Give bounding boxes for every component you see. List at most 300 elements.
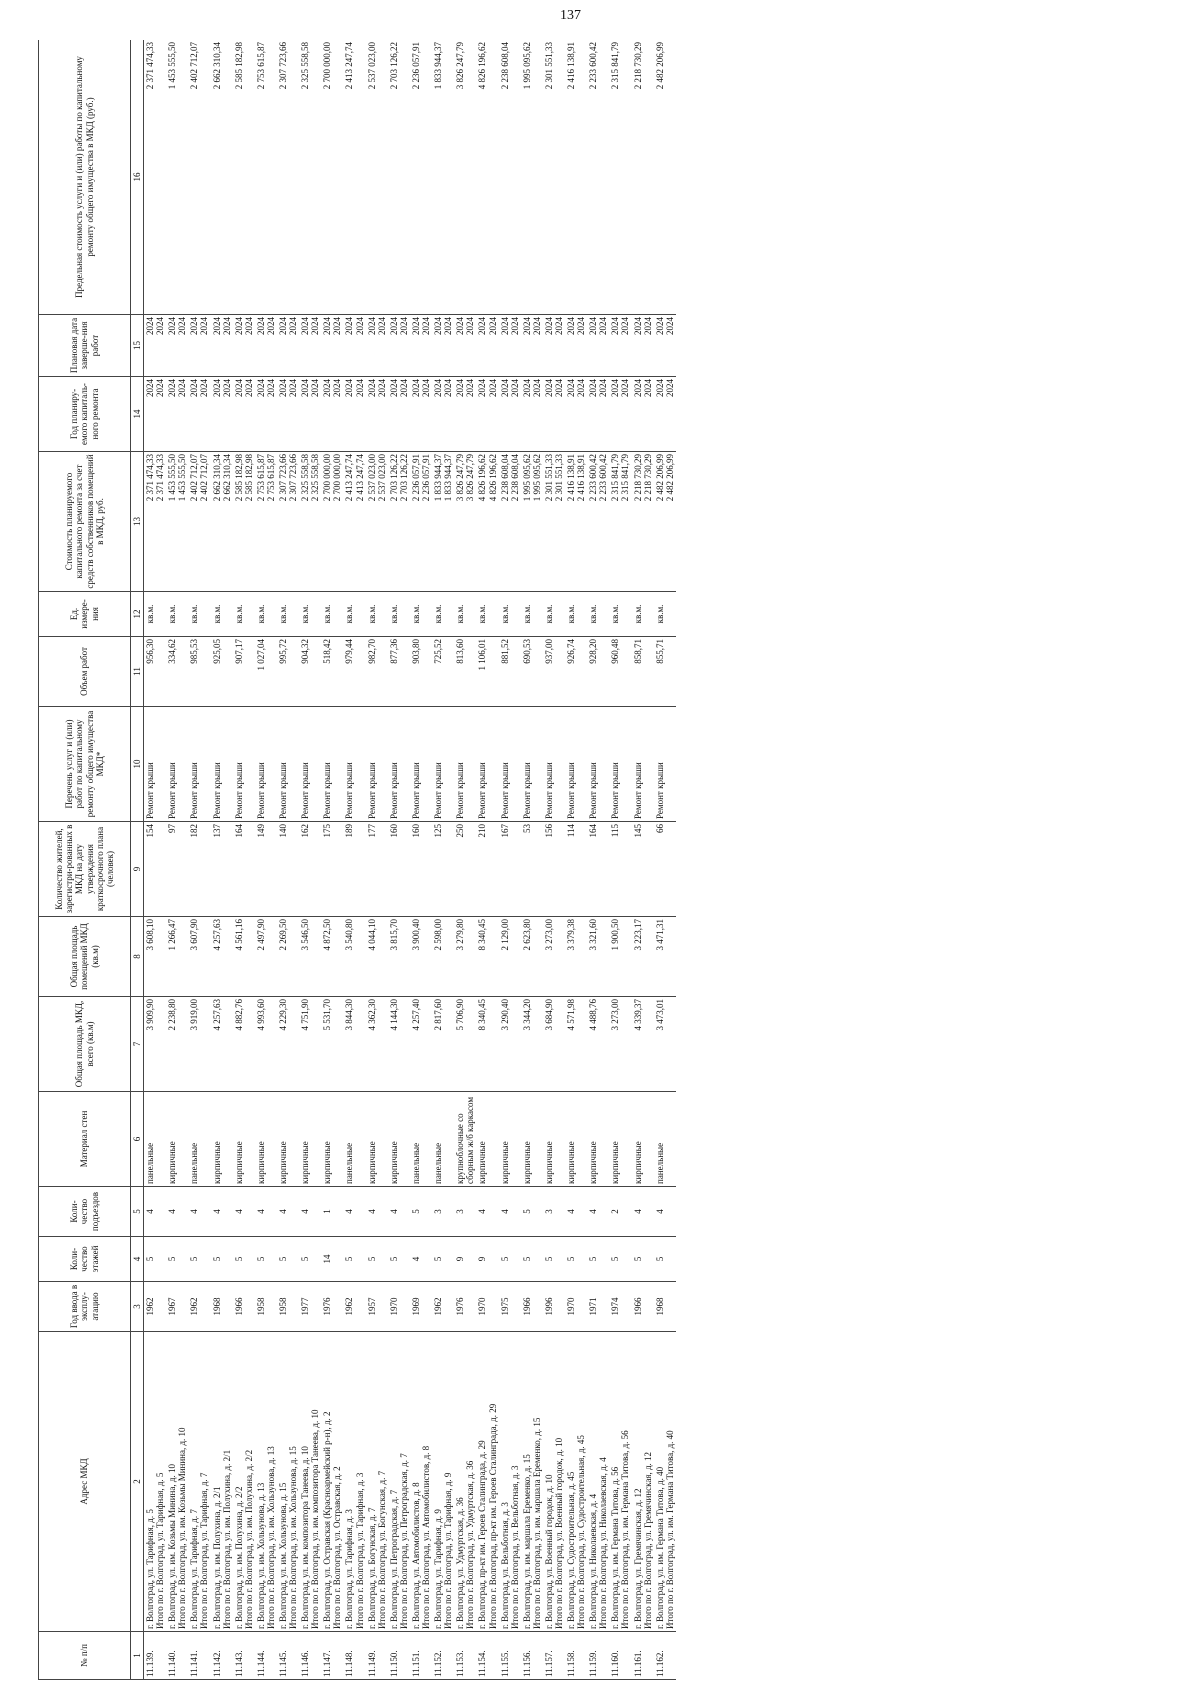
column-number: 9	[131, 822, 144, 917]
completion-date: 2024	[588, 317, 599, 335]
unit: кв.м.	[454, 592, 476, 637]
completion-date-cell	[476, 315, 498, 377]
year-built: 1996	[543, 1282, 565, 1332]
cost: 2 301 551,33	[543, 454, 554, 502]
column-number: 16	[131, 40, 144, 315]
residents: 164	[587, 822, 609, 917]
repair-year: 2024	[588, 379, 599, 397]
row-number: 11.160.	[609, 1632, 631, 1680]
floors: 5	[499, 1237, 521, 1282]
year-built: 1970	[565, 1282, 587, 1332]
address-total: Итого по г. Волгоград, пр-кт им. Героев Сталинграда, д. 29	[487, 1403, 498, 1629]
cost: 2 238 608,04	[499, 454, 510, 502]
header-cell: Объем работ	[39, 637, 131, 707]
completion-date-cell	[388, 315, 410, 377]
residents: 182	[188, 822, 210, 917]
address: г. Волгоград, ул. им. Козьмы Минина, д. 10	[167, 1464, 178, 1629]
limit-cost: 2 233 600,42	[587, 40, 609, 315]
column-number: 5	[131, 1187, 144, 1237]
address-total: Итого по г. Волгоград, ул. им. Козьмы Минина, д. 10	[177, 1427, 188, 1629]
floors: 9	[454, 1237, 476, 1282]
entrances: 4	[388, 1187, 410, 1237]
residents: 250	[454, 822, 476, 917]
floors: 4	[410, 1237, 432, 1282]
cost-total: 2 537 023,00	[376, 454, 387, 502]
limit-cost: 2 325 558,58	[299, 40, 321, 315]
cost: 2 371 474,33	[145, 454, 156, 502]
wall-material: кирпичные	[166, 1092, 188, 1187]
work-type: Ремонт крыши	[565, 707, 587, 822]
residents: 167	[499, 822, 521, 917]
total-area: 4 362,30	[366, 997, 388, 1092]
work-type: Ремонт крыши	[388, 707, 410, 822]
entrances: 4	[632, 1187, 654, 1237]
residents: 114	[565, 822, 587, 917]
repair-year: 2024	[477, 379, 488, 397]
column-number: 2	[131, 1332, 144, 1632]
completion-date-total: 2024	[310, 317, 321, 335]
residents: 125	[432, 822, 454, 917]
entrances: 4	[476, 1187, 498, 1237]
entrances: 4	[233, 1187, 255, 1237]
row-number: 11.143.	[233, 1632, 255, 1680]
address: г. Волгоград, ул. им. Хользунова, д. 13	[255, 1482, 266, 1629]
work-volume: 926,74	[565, 637, 587, 707]
wall-material: панельные	[410, 1092, 432, 1187]
year-built: 1977	[299, 1282, 321, 1332]
cost-cell	[166, 452, 188, 592]
cost: 2 537 023,00	[366, 454, 377, 502]
repair-year-total: 2024	[177, 379, 188, 397]
column-number: 15	[131, 315, 144, 377]
row-number: 11.152.	[432, 1632, 454, 1680]
address-total: Итого по г. Волгоград, ул. им. Хользунова, д. 15	[288, 1446, 299, 1629]
completion-date-total: 2024	[265, 317, 276, 335]
column-number: 8	[131, 917, 144, 997]
cost-cell	[432, 452, 454, 592]
limit-cost: 2 482 206,99	[654, 40, 676, 315]
table-row	[609, 40, 631, 1680]
total-area: 4 751,90	[299, 997, 321, 1092]
wall-material: кирпичные	[321, 1092, 343, 1187]
premises-area: 3 471,31	[654, 917, 676, 997]
limit-cost: 1 833 944,37	[432, 40, 454, 315]
residents: 53	[521, 822, 543, 917]
repair-year-cell	[166, 377, 188, 452]
floors: 5	[587, 1237, 609, 1282]
wall-material: кирпичные	[499, 1092, 521, 1187]
table-row	[166, 40, 188, 1680]
limit-cost: 2 700 000,00	[321, 40, 343, 315]
address-cell	[343, 1332, 365, 1632]
repair-year: 2024	[278, 379, 289, 397]
completion-date: 2024	[388, 317, 399, 335]
completion-date-total: 2024	[288, 317, 299, 335]
address: г. Волгоград, ул. Петроградская, д. 7	[388, 1489, 399, 1629]
cost-total: 2 700 000,00	[332, 454, 343, 502]
table-row	[144, 40, 167, 1680]
repair-year-total: 2024	[221, 379, 232, 397]
table-row	[476, 40, 498, 1680]
wall-material: кирпичные	[543, 1092, 565, 1187]
completion-date: 2024	[521, 317, 532, 335]
table-header	[39, 40, 144, 1680]
address-cell	[211, 1332, 233, 1632]
unit: кв.м.	[410, 592, 432, 637]
completion-date-cell	[432, 315, 454, 377]
unit: кв.м.	[587, 592, 609, 637]
year-built: 1968	[654, 1282, 676, 1332]
repair-year-total: 2024	[487, 379, 498, 397]
floors: 5	[277, 1237, 299, 1282]
address-total: Итого по г. Волгоград, ул. Николаевская, д. 4	[598, 1457, 609, 1629]
residents: 162	[299, 822, 321, 917]
completion-date: 2024	[300, 317, 311, 335]
completion-date: 2024	[455, 317, 466, 335]
unit: кв.м.	[144, 592, 167, 637]
residents: 140	[277, 822, 299, 917]
column-number: 6	[131, 1092, 144, 1187]
row-number: 11.155.	[499, 1632, 521, 1680]
unit: кв.м.	[277, 592, 299, 637]
cost: 2 482 206,99	[654, 454, 665, 502]
total-area: 8 340,45	[476, 997, 498, 1092]
row-number: 11.158.	[565, 1632, 587, 1680]
repair-year-cell	[410, 377, 432, 452]
year-built: 1967	[166, 1282, 188, 1332]
table-row	[432, 40, 454, 1680]
completion-date: 2024	[610, 317, 621, 335]
wall-material: кирпичные	[476, 1092, 498, 1187]
cost-cell	[499, 452, 521, 592]
completion-date-total: 2024	[465, 317, 476, 335]
residents: 156	[543, 822, 565, 917]
unit: кв.м.	[233, 592, 255, 637]
header-cell: Стоимость планируемого капитального ремонта за счет средств собственников помещений в МКД, руб.	[39, 452, 131, 592]
total-area: 3 684,90	[543, 997, 565, 1092]
total-area: 4 144,30	[388, 997, 410, 1092]
total-area: 4 571,98	[565, 997, 587, 1092]
completion-date-total: 2024	[487, 317, 498, 335]
address-cell	[609, 1332, 631, 1632]
table-row	[499, 40, 521, 1680]
address: г. Волгоград, ул. им. Германа Титова, д. 40	[654, 1466, 665, 1629]
cost: 2 325 558,58	[300, 454, 311, 502]
cost: 2 218 730,29	[632, 454, 643, 502]
residents: 160	[410, 822, 432, 917]
cost-total: 3 826 247,79	[465, 454, 476, 502]
unit: кв.м.	[499, 592, 521, 637]
work-volume: 907,17	[233, 637, 255, 707]
premises-area: 4 872,50	[321, 917, 343, 997]
work-volume: 334,62	[166, 637, 188, 707]
work-volume: 877,36	[388, 637, 410, 707]
wall-material: кирпичные	[233, 1092, 255, 1187]
cost-cell	[654, 452, 676, 592]
cost-total: 4 826 196,62	[487, 454, 498, 502]
cost: 2 662 310,34	[211, 454, 222, 502]
wall-material: кирпичные	[366, 1092, 388, 1187]
address: г. Волгоград, ул. Николаевская, д. 4	[588, 1493, 599, 1629]
floors: 5	[188, 1237, 210, 1282]
repair-year-total: 2024	[376, 379, 387, 397]
year-built: 1970	[476, 1282, 498, 1332]
entrances: 4	[299, 1187, 321, 1237]
repair-year-cell	[211, 377, 233, 452]
limit-cost: 2 416 138,91	[565, 40, 587, 315]
completion-date-cell	[233, 315, 255, 377]
limit-cost: 1 995 095,62	[521, 40, 543, 315]
total-area: 3 473,01	[654, 997, 676, 1092]
total-area: 2 817,60	[432, 997, 454, 1092]
completion-date: 2024	[278, 317, 289, 335]
completion-date: 2024	[322, 317, 333, 335]
completion-date-total: 2024	[376, 317, 387, 335]
address-total: Итого по г. Волгоград, ул. им. Полухина, д. 2/1	[221, 1449, 232, 1629]
address: г. Волгоград, ул. Удмуртская, д. 36	[455, 1497, 466, 1629]
work-type: Ремонт крыши	[632, 707, 654, 822]
repair-year: 2024	[388, 379, 399, 397]
cost: 2 416 138,91	[566, 454, 577, 502]
cost-cell	[454, 452, 476, 592]
repair-year-cell	[565, 377, 587, 452]
work-type: Ремонт крыши	[366, 707, 388, 822]
completion-date-total: 2024	[243, 317, 254, 335]
work-type: Ремонт крыши	[654, 707, 676, 822]
completion-date: 2024	[543, 317, 554, 335]
address-total: Итого по г. Волгоград, ул. Остравская, д. 2	[332, 1466, 343, 1629]
wall-material: кирпичные	[565, 1092, 587, 1187]
completion-date-cell	[521, 315, 543, 377]
entrances: 3	[432, 1187, 454, 1237]
premises-area: 2 129,00	[499, 917, 521, 997]
repair-year: 2024	[610, 379, 621, 397]
repair-year: 2024	[233, 379, 244, 397]
completion-date-total: 2024	[199, 317, 210, 335]
work-volume: 956,30	[144, 637, 167, 707]
header-cell: Предельная стоимость услуги и (или) работы по капитальному ремонту общего имущества в МКД (руб.)	[39, 40, 131, 315]
repair-year: 2024	[300, 379, 311, 397]
completion-date-cell	[454, 315, 476, 377]
cost-total: 2 416 138,91	[576, 454, 587, 502]
residents: 175	[321, 822, 343, 917]
work-type: Ремонт крыши	[476, 707, 498, 822]
completion-date-cell	[632, 315, 654, 377]
completion-date-cell	[343, 315, 365, 377]
repair-year-cell	[499, 377, 521, 452]
year-built: 1970	[388, 1282, 410, 1332]
floors: 5	[654, 1237, 676, 1282]
entrances: 3	[543, 1187, 565, 1237]
floors: 5	[609, 1237, 631, 1282]
address-cell	[410, 1332, 432, 1632]
residents: 66	[654, 822, 676, 917]
address-cell	[321, 1332, 343, 1632]
entrances: 4	[277, 1187, 299, 1237]
completion-date-total: 2024	[443, 317, 454, 335]
address: г. Волгоград, ул. им. Полухина, д. 2/2	[233, 1486, 244, 1629]
unit: кв.м.	[321, 592, 343, 637]
total-area: 4 488,76	[587, 997, 609, 1092]
repair-year: 2024	[410, 379, 421, 397]
cost: 1 833 944,37	[433, 454, 444, 502]
cost-total: 2 236 057,91	[421, 454, 432, 502]
wall-material: панельные	[432, 1092, 454, 1187]
total-area: 2 238,80	[166, 997, 188, 1092]
completion-date: 2024	[566, 317, 577, 335]
work-volume: 925,05	[211, 637, 233, 707]
work-type: Ремонт крыши	[211, 707, 233, 822]
premises-area: 4 044,10	[366, 917, 388, 997]
column-number: 11	[131, 637, 144, 707]
repair-year-cell	[144, 377, 167, 452]
repair-year-cell	[188, 377, 210, 452]
completion-date: 2024	[344, 317, 355, 335]
completion-date-total: 2024	[177, 317, 188, 335]
column-number: 12	[131, 592, 144, 637]
premises-area: 4 561,16	[233, 917, 255, 997]
repair-year-total: 2024	[421, 379, 432, 397]
table-row	[211, 40, 233, 1680]
address-cell	[632, 1332, 654, 1632]
table-row	[321, 40, 343, 1680]
residents: 154	[144, 822, 167, 917]
premises-area: 2 598,00	[432, 917, 454, 997]
address: г. Волгоград, ул. им. Хользунова, д. 15	[278, 1482, 289, 1629]
repair-year-cell	[476, 377, 498, 452]
year-built: 1957	[366, 1282, 388, 1332]
year-built: 1971	[587, 1282, 609, 1332]
work-volume: 1 106,01	[476, 637, 498, 707]
header-cell: Год ввода в эксплу-атацию	[39, 1282, 131, 1332]
row-number: 11.150.	[388, 1632, 410, 1680]
residents: 177	[366, 822, 388, 917]
cost-total: 2 315 841,79	[620, 454, 631, 502]
row-number: 11.154.	[476, 1632, 498, 1680]
year-built: 1962	[188, 1282, 210, 1332]
wall-material: кирпичные	[255, 1092, 277, 1187]
address-total: Итого по г. Волгоград, ул. Вельботная, д. 3	[509, 1465, 520, 1629]
limit-cost: 4 826 196,62	[476, 40, 498, 315]
header-cell: Количество жителей, зарегистри-рованных в МКД на дату утверждения краткосрочного плана (человек)	[39, 822, 131, 917]
header-cell: Общая площадь помещений МКД (кв.м)	[39, 917, 131, 997]
residents: 97	[166, 822, 188, 917]
cost: 2 233 600,42	[588, 454, 599, 502]
entrances: 5	[521, 1187, 543, 1237]
total-area: 4 257,40	[410, 997, 432, 1092]
residents: 115	[609, 822, 631, 917]
header-cell: Перечень услуг и (или) работ по капитальному ремонту общего имущества МКД*	[39, 707, 131, 822]
column-number: 13	[131, 452, 144, 592]
table-row	[277, 40, 299, 1680]
year-built: 1975	[499, 1282, 521, 1332]
address-cell	[366, 1332, 388, 1632]
unit: кв.м.	[366, 592, 388, 637]
row-number: 11.144.	[255, 1632, 277, 1680]
repair-year: 2024	[211, 379, 222, 397]
repair-year-total: 2024	[199, 379, 210, 397]
work-volume: 881,52	[499, 637, 521, 707]
address-total: Итого по г. Волгоград, ул. Удмуртская, д. 36	[465, 1460, 476, 1629]
work-type: Ремонт крыши	[587, 707, 609, 822]
residents: 145	[632, 822, 654, 917]
row-number: 11.139.	[144, 1632, 167, 1680]
cost-cell	[609, 452, 631, 592]
table-row	[410, 40, 432, 1680]
premises-area: 2 623,80	[521, 917, 543, 997]
work-volume: 858,71	[632, 637, 654, 707]
work-type: Ремонт крыши	[609, 707, 631, 822]
year-built: 1966	[632, 1282, 654, 1332]
wall-material: кирпичные	[587, 1092, 609, 1187]
repair-year-cell	[366, 377, 388, 452]
premises-area: 2 269,50	[277, 917, 299, 997]
row-number: 11.156.	[521, 1632, 543, 1680]
table-row	[188, 40, 210, 1680]
cost-cell	[410, 452, 432, 592]
cost-cell	[632, 452, 654, 592]
unit: кв.м.	[166, 592, 188, 637]
header-cell: Коли-чество этажей	[39, 1237, 131, 1282]
repair-year-cell	[432, 377, 454, 452]
completion-date: 2024	[366, 317, 377, 335]
premises-area: 3 223,17	[632, 917, 654, 997]
floors: 5	[211, 1237, 233, 1282]
cost-total: 2 325 558,58	[310, 454, 321, 502]
cost-cell	[299, 452, 321, 592]
total-area: 3 344,20	[521, 997, 543, 1092]
year-built: 1966	[233, 1282, 255, 1332]
repair-year-cell	[632, 377, 654, 452]
cost: 2 315 841,79	[610, 454, 621, 502]
address: г. Волгоград, ул. Гремячинская, д. 12	[632, 1488, 643, 1629]
residents: 160	[388, 822, 410, 917]
address: г. Волгоград, ул. им. Полухина, д. 2/1	[211, 1486, 222, 1629]
repair-year-cell	[388, 377, 410, 452]
wall-material: кирпичные	[388, 1092, 410, 1187]
work-type: Ремонт крыши	[188, 707, 210, 822]
year-built: 1958	[255, 1282, 277, 1332]
unit: кв.м.	[188, 592, 210, 637]
completion-date-total: 2024	[664, 317, 675, 335]
completion-date-total: 2024	[598, 317, 609, 335]
limit-cost: 2 753 615,87	[255, 40, 277, 315]
cost-total: 2 218 730,29	[642, 454, 653, 502]
row-number: 11.159.	[587, 1632, 609, 1680]
work-volume: 937,00	[543, 637, 565, 707]
premises-area: 3 546,50	[299, 917, 321, 997]
repair-year-total: 2024	[310, 379, 321, 397]
address-total: Итого по г. Волгоград, ул. им. Хользунова, д. 13	[265, 1446, 276, 1629]
total-area: 3 844,30	[343, 997, 365, 1092]
address: г. Волгоград, ул. Тарифная, д. 7	[189, 1509, 200, 1629]
work-type: Ремонт крыши	[233, 707, 255, 822]
cost-total: 2 301 551,33	[553, 454, 564, 502]
floors: 5	[632, 1237, 654, 1282]
completion-date-cell	[166, 315, 188, 377]
unit: кв.м.	[609, 592, 631, 637]
repair-year-cell	[255, 377, 277, 452]
work-volume: 928,20	[587, 637, 609, 707]
premises-area: 3 608,10	[144, 917, 167, 997]
residents: 137	[211, 822, 233, 917]
address-cell	[388, 1332, 410, 1632]
address-cell	[299, 1332, 321, 1632]
repair-year: 2024	[499, 379, 510, 397]
unit: кв.м.	[299, 592, 321, 637]
limit-cost: 2 703 126,22	[388, 40, 410, 315]
address-cell	[499, 1332, 521, 1632]
